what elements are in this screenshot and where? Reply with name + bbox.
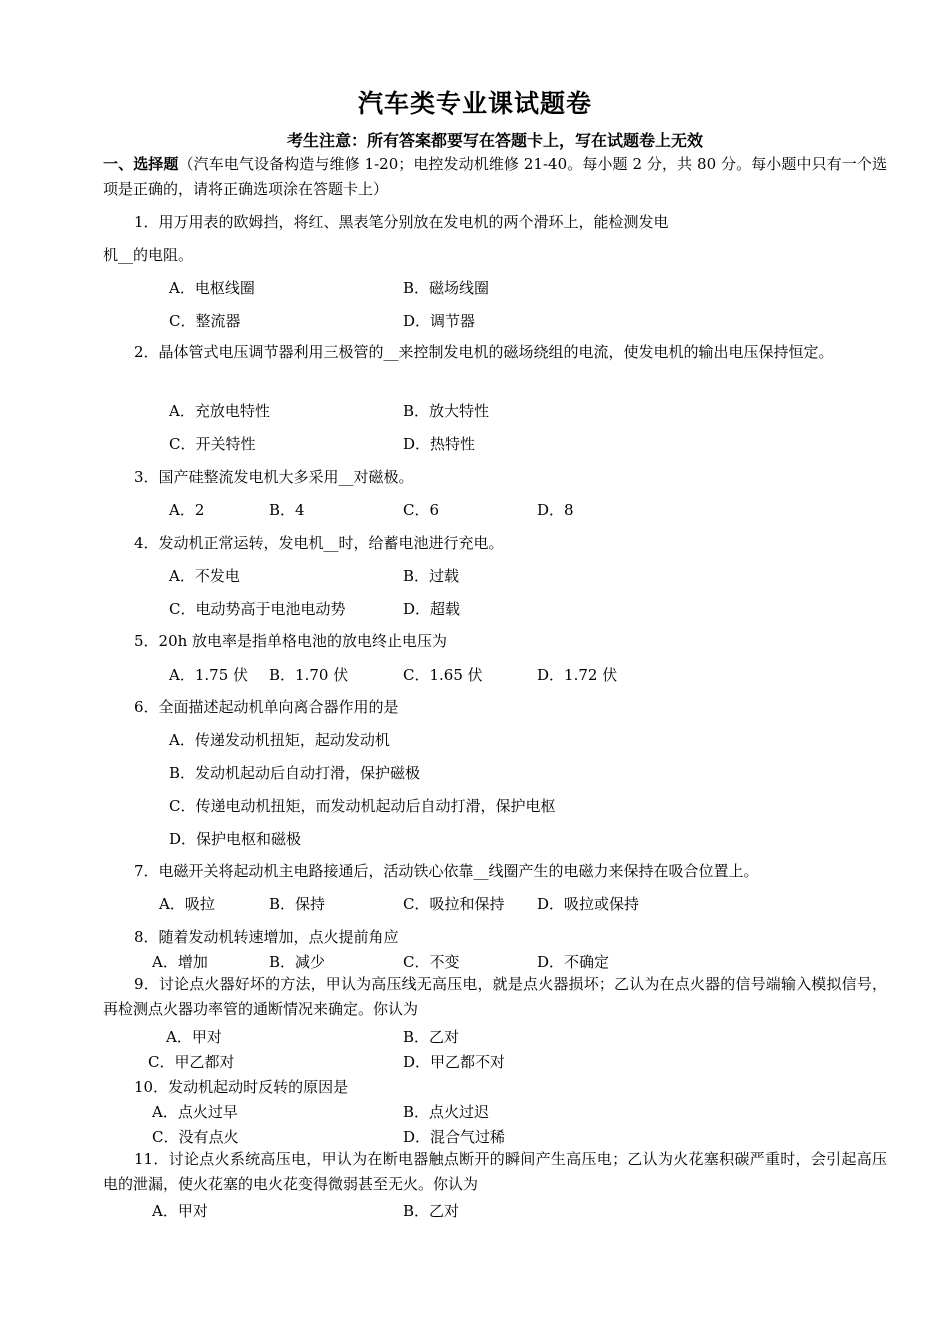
question-6-stem: 6．全面描述起动机单向离合器作用的是 — [134, 698, 399, 716]
question-5-option-a: A．1.75 伏 — [169, 666, 248, 684]
question-7-option-b: B．保持 — [269, 895, 326, 913]
question-2-option-b: B．放大特性 — [403, 402, 490, 420]
question-3-option-c: C．6 — [403, 501, 440, 519]
exam-notice: 考生注意：所有答案都要写在答题卡上，写在试题卷上无效 — [286, 131, 703, 150]
question-3-option-b: B．4 — [269, 501, 305, 519]
question-7-option-d: D．吸拉或保持 — [537, 895, 640, 913]
question-3-option-d: D．8 — [537, 501, 574, 519]
question-6-option-c: C．传递电动机扭矩，而发动机起动后自动打滑，保护电枢 — [169, 797, 556, 815]
question-3-stem: 3．国产硅整流发电机大多采用__对磁极。 — [134, 468, 414, 486]
section-note: （汽车电气设备构造与维修 1-20；电控发动机维修 21-40。每小题 2 分，共 80 分。每小题中只有一个选项是正确的，请将正确选项涂在答题卡上） — [103, 155, 887, 198]
question-1-option-c: C．整流器 — [169, 312, 241, 330]
question-1-option-a: A．电枢线圈 — [169, 279, 255, 297]
question-4-stem: 4．发动机正常运转，发电机__时，给蓄电池进行充电。 — [134, 534, 504, 552]
question-7-option-a: A．吸拉 — [159, 895, 215, 913]
question-6-option-d: D．保护电枢和磁极 — [169, 830, 302, 848]
question-9-option-a: A．甲对 — [166, 1028, 222, 1046]
question-9-option-b: B．乙对 — [403, 1028, 460, 1046]
section-heading: 一、选择题 — [103, 155, 179, 173]
question-5-option-d: D．1.72 伏 — [537, 666, 618, 684]
question-10-option-b: B．点火过迟 — [403, 1103, 490, 1121]
question-3-option-a: A．2 — [169, 501, 205, 519]
question-10-option-d: D．混合气过稀 — [403, 1128, 506, 1146]
question-4-option-c: C．电动势高于电池电动势 — [169, 600, 346, 618]
question-1-stem-line1: 1．用万用表的欧姆挡，将红、黑表笔分别放在发电机的两个滑环上，能检测发电 — [134, 213, 669, 231]
question-10-option-c: C．没有点火 — [152, 1128, 239, 1146]
question-7-stem: 7．电磁开关将起动机主电路接通后，活动铁心依靠__线圈产生的电磁力来保持在吸合位置上。 — [134, 862, 759, 880]
question-8-option-a: A．增加 — [152, 953, 208, 971]
question-2-option-c: C．开关特性 — [169, 435, 256, 453]
question-5-option-c: C．1.65 伏 — [403, 666, 483, 684]
question-1-stem-line2: 机__的电阻。 — [103, 246, 194, 264]
question-2-option-a: A．充放电特性 — [169, 402, 270, 420]
section-header — [103, 152, 887, 202]
question-9-stem: 9．讨论点火器好坏的方法，甲认为高压线无高压电，就是点火器损坏；乙认为在点火器的信号端输入模拟信号，再检测点火器功率管的通断情况来确定。你认为 — [103, 975, 887, 1018]
question-1-option-d: D．调节器 — [403, 312, 476, 330]
question-10-option-a: A．点火过早 — [152, 1103, 238, 1121]
exam-title: 汽车类专业课试题卷 — [357, 89, 592, 118]
question-4-option-b: B．过载 — [403, 567, 460, 585]
question-9-option-c: C．甲乙都对 — [148, 1053, 235, 1071]
question-11-option-a: A．甲对 — [152, 1202, 208, 1220]
question-8-option-b: B．减少 — [269, 953, 326, 971]
question-8-option-c: C．不变 — [403, 953, 460, 971]
question-5-stem: 5．20h 放电率是指单格电池的放电终止电压为 — [134, 632, 448, 650]
question-11-stem: 11．讨论点火系统高压电，甲认为在断电器触点断开的瞬间产生高压电；乙认为火花塞积碳严重时，会引起高压电的泄漏，使火花塞的电火花变得微弱甚至无火。你认为 — [103, 1150, 887, 1193]
question-7-option-c: C．吸拉和保持 — [403, 895, 505, 913]
question-10-stem: 10．发动机起动时反转的原因是 — [134, 1078, 349, 1096]
question-9-option-d: D．甲乙都不对 — [403, 1053, 506, 1071]
question-6-option-a: A．传递发动机扭矩，起动发动机 — [169, 731, 390, 749]
question-8-stem: 8．随着发动机转速增加，点火提前角应 — [134, 928, 399, 946]
question-2-stem: 2．晶体管式电压调节器利用三极管的__来控制发电机的磁场绕组的电流，使发电机的输出电压保持恒定。 — [134, 343, 834, 361]
question-6-option-b: B．发动机起动后自动打滑，保护磁极 — [169, 764, 421, 782]
question-8-option-d: D．不确定 — [537, 953, 610, 971]
question-11-option-b: B．乙对 — [403, 1202, 460, 1220]
question-4-option-a: A．不发电 — [169, 567, 240, 585]
question-2-option-d: D．热特性 — [403, 435, 476, 453]
question-4-option-d: D．超载 — [403, 600, 461, 618]
question-5-option-b: B．1.70 伏 — [269, 666, 349, 684]
question-1-option-b: B．磁场线圈 — [403, 279, 490, 297]
